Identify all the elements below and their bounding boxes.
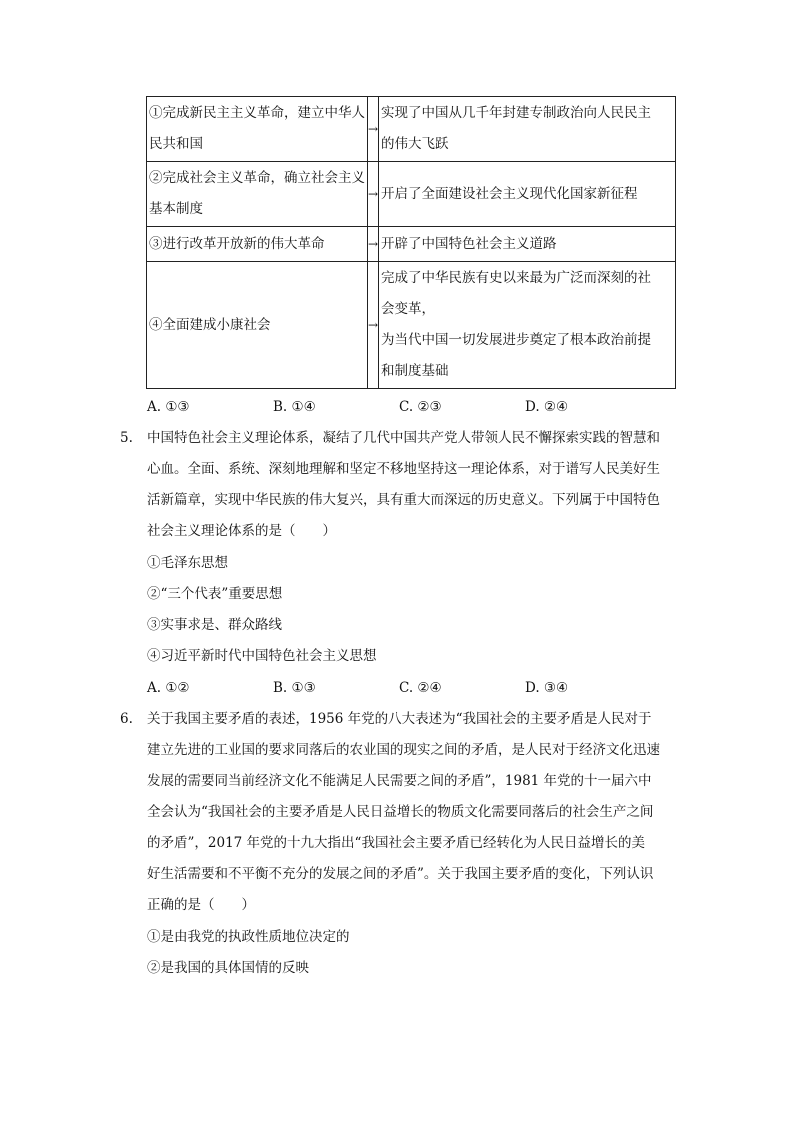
option-b[interactable]: B. ①③ <box>273 680 316 696</box>
q4-options <box>147 396 707 418</box>
option-c[interactable]: C. ②③ <box>399 399 442 415</box>
table-cell-left: ④全面建成小康社会 <box>147 262 368 389</box>
question-number: 5. <box>120 430 133 446</box>
table-cell-left: ①完成新民主主义革命，建立中华人 民共和国 <box>147 97 368 162</box>
question-stem: 关于我国主要矛盾的表述，1956 年党的八大表述为“我国社会的主要矛盾是人民对于 建立先进的工业国的要求同落后的农业国的现实之间的矛盾，是人民对于经济文化迅速 发展的需要同当前经济文化不能满足人民需要之间的矛盾”，1981 年党的十一届六中 全会认为“我国社会的主要矛盾是人民日益增长的物质文化需要同落后的社会生产之间 的矛盾”，2017 年党的十九大指出“我国社会主要矛盾已经转化为人民日益增长的美 好生活需要和不平衡不充分的发展之间的矛盾”。关于我国主要矛盾的变化，下列认识 正确的是（ ） <box>147 711 660 913</box>
question-stem: 中国特色社会主义理论体系，凝结了几代中国共产党人带领人民不懈探索实践的智慧和 心血。全面、系统、深刻地理解和坚定不移地坚持这一理论体系，对于谱写人民美好生 活新篇章，实现中华民族的伟大复兴，具有重大而深远的历史意义。下列属于中国特色 社会主义理论体系的是（ ） <box>147 430 660 539</box>
option-b[interactable]: B. ①④ <box>273 399 316 415</box>
matching-table <box>146 96 676 389</box>
statement-item: ④习近平新时代中国特色社会主义思想 <box>147 648 377 664</box>
arrow-cell: → <box>368 227 379 262</box>
arrow-cell: → <box>368 97 379 162</box>
statement-item: ②“三个代表”重要思想 <box>147 586 283 602</box>
arrow-cell: → <box>368 262 379 389</box>
table-cell-right: 开启了全面建设社会主义现代化国家新征程 <box>379 162 676 227</box>
arrow-cell: → <box>368 162 379 227</box>
table-cell-right: 完成了中华民族有史以来最为广泛而深刻的社 会变革， 为当代中国一切发展进步奠定了根本政治前提 和制度基础 <box>379 262 676 389</box>
table-cell-right: 开辟了中国特色社会主义道路 <box>379 227 676 262</box>
table-cell-left: ③进行改革开放新的伟大革命 <box>147 227 368 262</box>
statement-item: ①是由我党的执政性质地位决定的 <box>147 929 350 945</box>
table-row <box>147 227 676 262</box>
table-row <box>147 97 676 162</box>
question-number: 6. <box>120 711 133 727</box>
option-a[interactable]: A. ①② <box>147 680 190 696</box>
table-row <box>147 262 676 389</box>
option-d[interactable]: D. ③④ <box>525 680 569 696</box>
statement-item: ①毛泽东思想 <box>147 555 228 571</box>
statement-item: ②是我国的具体国情的反映 <box>147 960 309 976</box>
table-cell-left: ②完成社会主义革命，确立社会主义 基本制度 <box>147 162 368 227</box>
table-cell-right: 实现了中国从几千年封建专制政治向人民民主 的伟大飞跃 <box>379 97 676 162</box>
option-d[interactable]: D. ②④ <box>525 399 569 415</box>
option-c[interactable]: C. ②④ <box>399 680 442 696</box>
table-row <box>147 162 676 227</box>
q5-options <box>147 677 707 699</box>
option-a[interactable]: A. ①③ <box>147 399 190 415</box>
statement-item: ③实事求是、群众路线 <box>147 617 282 633</box>
